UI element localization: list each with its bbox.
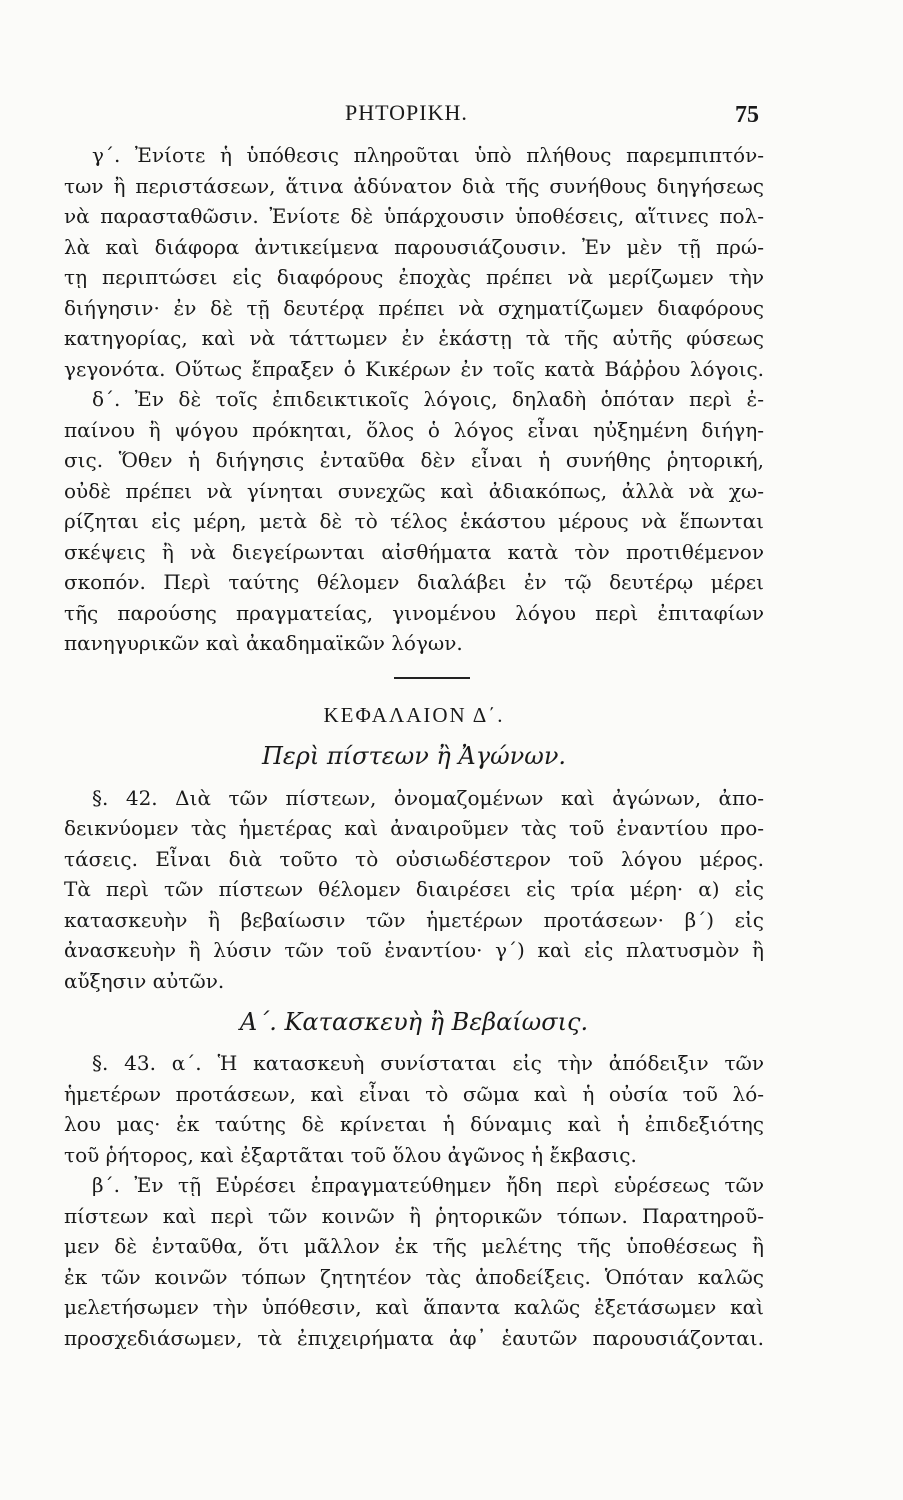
text-line: §. 43. α΄. Ἡ κατασκευὴ συνίσταται εἰς τὴν ἀπόδειξιν τῶν	[92, 1051, 764, 1075]
paragraph-43	[64, 1048, 764, 1170]
text-line: οὐδὲ πρέπει νὰ γίνηται συνεχῶς καὶ ἀδιακόπως, ἀλλὰ νὰ χω-	[64, 478, 764, 503]
separator-rule-wrap	[64, 659, 764, 697]
text-line: σκοπόν. Περὶ ταύτης θέλομεν διαλάβει ἐν τῷ δευτέρῳ μέρει	[64, 570, 764, 594]
chapter-heading: ΚΕΦΑΛΑΙΟΝ Δ΄.	[323, 702, 505, 727]
text-line: κατηγορίας, καὶ νὰ τάττωμεν ἐν ἑκάστῃ τὰ τῆς αὐτῆς φύσεως	[64, 326, 764, 350]
text-line: τάσεις. Εἶναι διὰ τοῦτο τὸ οὐσιωδέστερον τοῦ λόγου μέρος.	[64, 846, 764, 871]
separator-rule	[394, 677, 470, 679]
page-header	[60, 100, 860, 140]
text-line: πανηγυρικῶν καὶ ἀκαδημαϊκῶν λόγων.	[64, 631, 463, 655]
text-line: διήγησιν· ἐν δὲ τῇ δευτέρᾳ πρέπει νὰ σχηματίζωμεν διαφόρους	[64, 295, 764, 320]
text-line: ἡμετέρων προτάσεων, καὶ εἶναι τὸ σῶμα καὶ ἡ οὐσία τοῦ λό-	[64, 1081, 764, 1106]
text-line: κατασκευὴν ἢ βεβαίωσιν τῶν ἡμετέρων προτάσεων· β΄) εἰς	[64, 907, 764, 932]
text-line: σις. Ὅθεν ἡ διήγησις ἐνταῦθα δὲν εἶναι ἡ συνήθης ῥητορική,	[64, 448, 764, 472]
section-title: Α΄. Κατασκευὴ ἢ Βεβαίωσις.	[239, 1008, 589, 1036]
paragraph-42	[64, 783, 764, 997]
text-line: δ΄. Ἐν δὲ τοῖς ἐπιδεικτικοῖς λόγοις, δηλαδὴ ὁπόταν περὶ ἐ-	[92, 387, 764, 411]
text-line: προσχεδιάσωμεν, τὰ ἐπιχειρήματα ἀφ᾽ ἑαυτῶν παρουσιάζονται.	[64, 1325, 764, 1350]
text-line: δεικνύομεν τὰς ἡμετέρας καὶ ἀναιροῦμεν τὰς τοῦ ἐναντίου προ-	[64, 816, 764, 840]
text-line: §. 42. Διὰ τῶν πίστεων, ὀνομαζομένων καὶ ἀγώνων, ἀπο-	[92, 785, 764, 810]
text-line: λου μας· ἐκ ταύτης δὲ κρίνεται ἡ δύναμις καὶ ἡ ἐπιδεξιότης	[64, 1112, 764, 1136]
paragraph-gamma	[64, 140, 764, 384]
text-line: αὔξησιν αὐτῶν.	[64, 968, 225, 993]
page-number: 75	[735, 102, 759, 128]
text-line: των ἢ περιστάσεων, ἅτινα ἀδύνατον διὰ τῆς συνήθους διηγήσεως	[64, 173, 764, 198]
text-line: τῃ περιπτώσει εἰς διαφόρους ἐποχὰς πρέπει νὰ μερίζωμεν τὴν	[64, 265, 764, 289]
text-line: β΄. Ἐν τῇ Εὑρέσει ἐπραγματεύθημεν ἤδη περὶ εὑρέσεως τῶν	[92, 1173, 764, 1197]
text-line: γ΄. Ἐνίοτε ἡ ὑπόθεσις πληροῦται ὑπὸ πλήθους παρεμπιπτόν-	[92, 143, 764, 167]
text-line: λὰ καὶ διάφορα ἀντικείμενα παρουσιάζουσιν. Ἐν μὲν τῇ πρώ-	[64, 234, 764, 259]
text-line: ρίζηται εἰς μέρη, μετὰ δὲ τὸ τέλος ἑκάστου μέρους νὰ ἕπωνται	[64, 509, 764, 533]
text-line: τοῦ ῥήτορος, καὶ ἐξαρτᾶται τοῦ ὅλου ἀγῶνος ἡ ἔκβασις.	[64, 1142, 637, 1167]
text-line: νὰ παρασταθῶσιν. Ἐνίοτε δὲ ὑπάρχουσιν ὑποθέσεις, αἵτινες πολ-	[64, 204, 764, 228]
paragraph-beta	[64, 1170, 764, 1353]
text-line: Τὰ περὶ τῶν πίστεων θέλομεν διαιρέσει εἰς τρία μέρη· α) εἰς	[64, 877, 764, 901]
text-line: ἐκ τῶν κοινῶν τόπων ζητητέον τὰς ἀποδείξεις. Ὁπόταν καλῶς	[64, 1264, 764, 1289]
text-line: μελετήσωμεν τὴν ὑπόθεσιν, καὶ ἅπαντα καλῶς ἐξετάσωμεν καὶ	[64, 1295, 764, 1319]
text-line: μεν δὲ ἐνταῦθα, ὅτι μᾶλλον ἐκ τῆς μελέτης τῆς ὑποθέσεως ἢ	[64, 1234, 764, 1258]
text-line: ἀνασκευὴν ἢ λύσιν τῶν τοῦ ἐναντίου· γ΄) καὶ εἰς πλατυσμὸν ἢ	[64, 938, 764, 962]
text-line: γεγονότα. Οὕτως ἔπραξεν ὁ Κικέρων ἐν τοῖς κατὰ Βάῤῥου λόγοις.	[64, 356, 764, 381]
text-line: πίστεων καὶ περὶ τῶν κοινῶν ἢ ῥητορικῶν τόπων. Παρατηροῦ-	[64, 1203, 764, 1228]
page-body	[64, 140, 764, 1353]
text-line: παίνου ἢ ψόγου πρόκηται, ὅλος ὁ λόγος εἶναι ηὐξημένη διήγη-	[64, 417, 764, 442]
paragraph-delta	[64, 384, 764, 659]
text-line: σκέψεις ἢ νὰ διεγείρωνται αἰσθήματα κατὰ τὸν προτιθέμενον	[64, 539, 764, 564]
text-line: τῆς παρούσης πραγματείας, γινομένου λόγου περὶ ἐπιταφίων	[64, 600, 764, 625]
running-head: ΡΗΤΟΡΙΚΗ.	[345, 100, 468, 125]
chapter-subtitle: Περὶ πίστεων ἢ Ἀγώνων.	[261, 741, 567, 770]
